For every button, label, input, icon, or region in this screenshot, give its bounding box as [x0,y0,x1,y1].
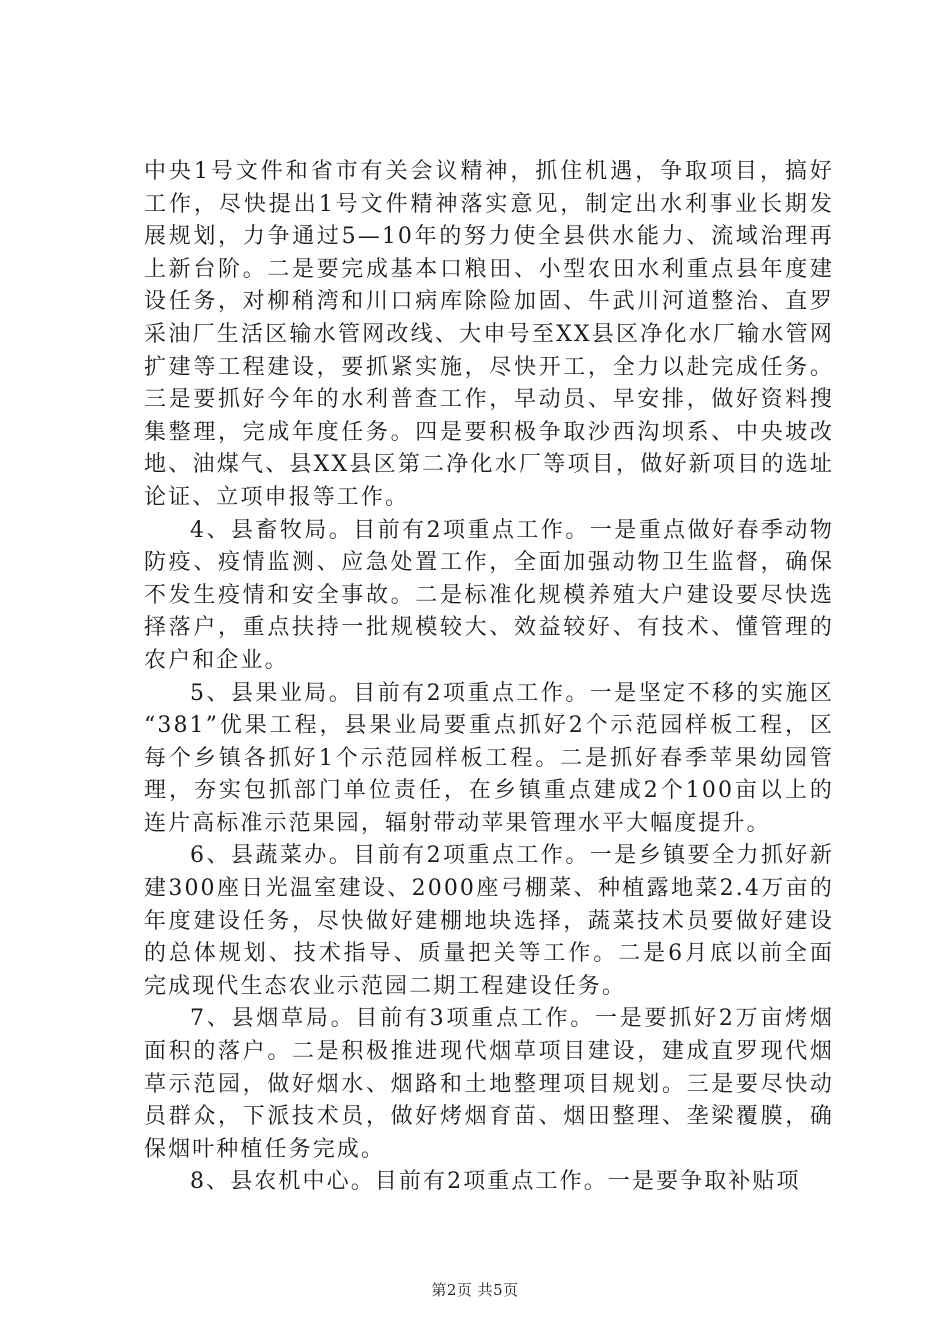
paragraph-animal-husbandry: 4、县畜牧局。目前有2项重点工作。一是重点做好春季动物防疫、疫情监测、应急处置工作，全面加强动物卫生监督，确保不发生疫情和安全事故。二是标准化规模养殖大户建设要尽快选择落户，重点扶持一批规模较大、效益较好、有技术、懂管理的农户和企业。 [144,517,834,673]
paragraph-tobacco-bureau: 7、县烟草局。目前有3项重点工作。一是要抓好2万亩烤烟面积的落户。二是积极推进现代烟草项目建设，建成直罗现代烟草示范园，做好烟水、烟路和土地整理项目规划。三是要尽快动员群众，下派技术员，做好烤烟育苗、烟田整理、垄梁覆膜，确保烟叶种植任务完成。 [144,1006,834,1162]
paragraph-vegetable-office: 6、县蔬菜办。目前有2项重点工作。一是乡镇要全力抓好新建300座日光温室建设、2000座弓棚菜、种植露地菜2.4万亩的年度建设任务，尽快做好建棚地块选择，蔬菜技术员要做好建设的总体规划、技术指导、质量把关等工作。二是6月底以前全面完成现代生态农业示范园二期工程建设任务。 [144,843,834,999]
page-footer: 第2页 共5页 [431,1281,519,1299]
document-body [144,156,834,1199]
paragraph-fruit-industry: 5、县果业局。目前有2项重点工作。一是坚定不移的实施区“381”优果工程，县果业局要重点抓好2个示范园样板工程，区每个乡镇各抓好1个示范园样板工程。二是抓好春季苹果幼园管理，夯实包抓部门单位责任，在乡镇重点建成2个100亩以上的连片高标准示范果园，辐射带动苹果管理水平大幅度提升。 [144,680,834,836]
paragraph-agri-machinery: 8、县农机中心。目前有2项重点工作。一是要争取补贴项 [190,1169,801,1195]
paragraph-water-resources: 中央1号文件和省市有关会议精神，抓住机遇，争取项目，搞好工作，尽快提出1号文件精神落实意见，制定出水利事业长期发展规划，力争通过5—10年的努力使全县供水能力、流域治理再上新台阶。二是要完成基本口粮田、小型农田水利重点县年度建设任务，对柳稍湾和川口病库除险加固、牛武川河道整治、直罗采油厂生活区输水管网改线、大申号至XX县区净化水厂输水管网扩建等工程建设，要抓紧实施，尽快开工，全力以赴完成任务。三是要抓好今年的水利普查工作，早动员、早安排，做好资料搜集整理，完成年度任务。四是要积极争取沙西沟坝系、中央坡改地、油煤气、县XX县区第二净化水厂等项目，做好新项目的选址论证、立项申报等工作。 [144,159,834,510]
